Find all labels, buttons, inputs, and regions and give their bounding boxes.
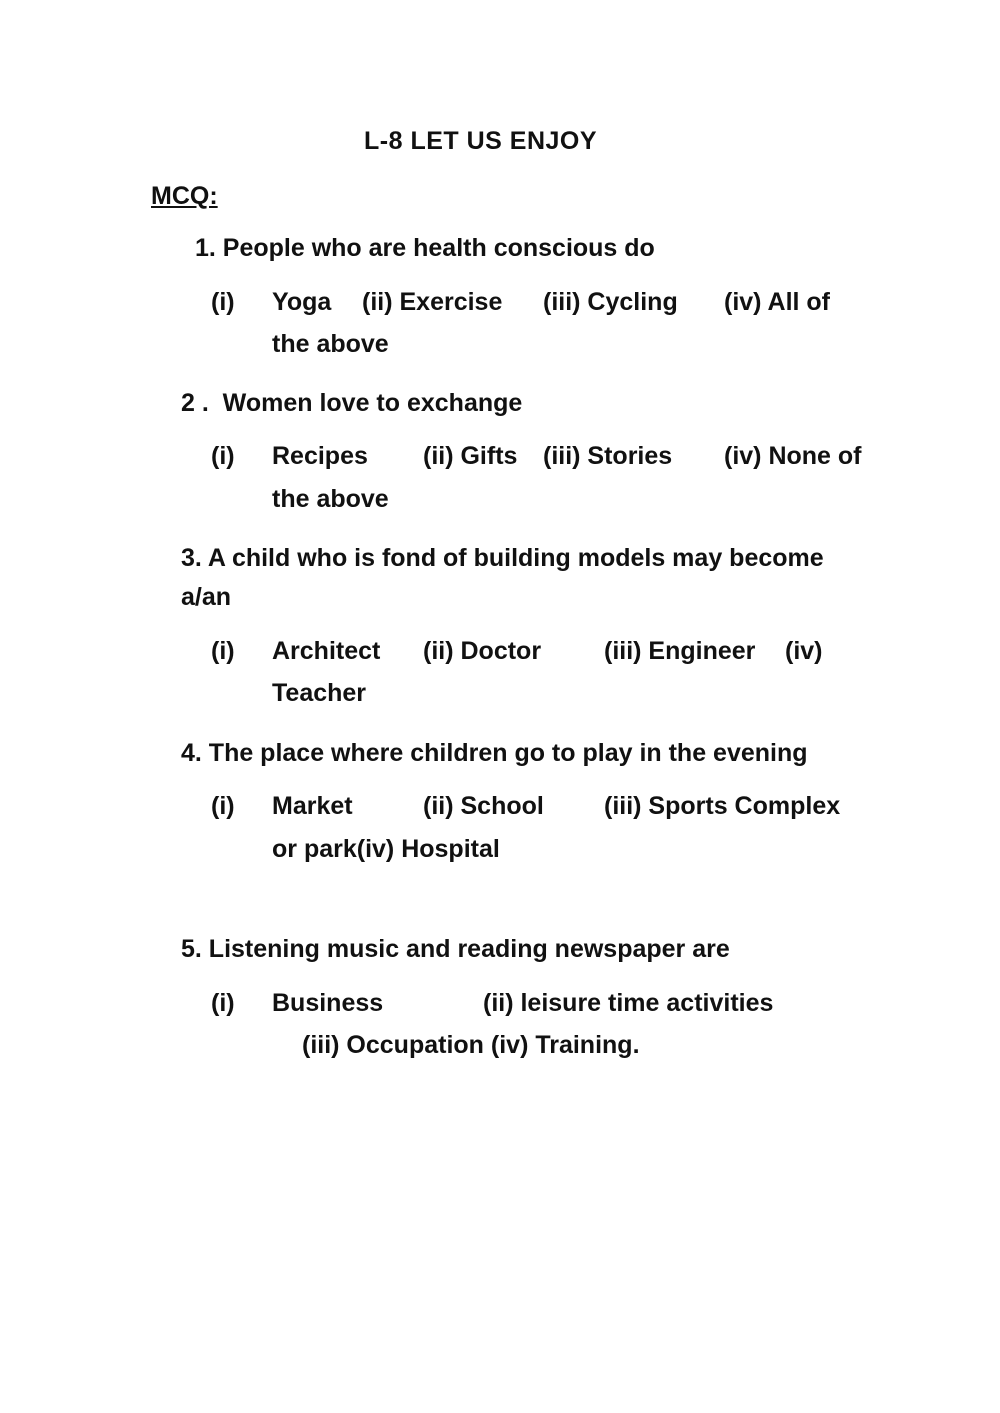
question-3-option-2: (ii) Doctor xyxy=(423,637,542,665)
question-1-option-3: (iii) Cycling xyxy=(543,288,678,316)
question-3-option-number: (i) xyxy=(211,637,235,665)
question-1-prompt: 1. People who are health conscious do xyxy=(195,234,655,262)
question-3-option-3: (iii) Engineer xyxy=(604,637,756,665)
question-2-option-1: Recipes xyxy=(272,442,368,470)
mcq-section-heading: MCQ: xyxy=(151,182,218,210)
question-4-option-wrap: or park(iv) Hospital xyxy=(272,835,500,863)
question-1-option-1: Yoga xyxy=(272,288,332,316)
question-4-option-1: Market xyxy=(272,792,353,820)
question-1-option-4: (iv) All of xyxy=(724,288,831,316)
question-5-option-2: (ii) leisure time activities xyxy=(483,989,774,1017)
question-3-option-4-wrap: Teacher xyxy=(272,679,367,707)
question-5-option-1: Business xyxy=(272,989,384,1017)
question-1-option-2: (ii) Exercise xyxy=(362,288,503,316)
question-2-option-2: (ii) Gifts xyxy=(423,442,518,470)
question-2-option-4-wrap: the above xyxy=(272,485,389,513)
question-2-prompt: 2 . Women love to exchange xyxy=(181,389,523,417)
question-2-option-number: (i) xyxy=(211,442,235,470)
question-3-prompt-line-2: a/an xyxy=(181,583,232,611)
question-1-option-number: (i) xyxy=(211,288,235,316)
question-5-option-wrap: (iii) Occupation (iv) Training. xyxy=(302,1031,640,1059)
question-5-prompt: 5. Listening music and reading newspaper are xyxy=(181,935,730,963)
question-4-option-number: (i) xyxy=(211,792,235,820)
question-4-option-2: (ii) School xyxy=(423,792,544,820)
question-3-option-4: (iv) xyxy=(785,637,823,665)
question-4-prompt: 4. The place where children go to play in the evening xyxy=(181,739,808,767)
worksheet-title: L-8 LET US ENJOY xyxy=(364,127,598,155)
question-2-option-4: (iv) None of xyxy=(724,442,862,470)
question-4-option-3: (iii) Sports Complex xyxy=(604,792,841,820)
question-2-option-3: (iii) Stories xyxy=(543,442,673,470)
question-3-prompt-line-1: 3. A child who is fond of building models may become xyxy=(181,544,824,572)
question-5-option-number: (i) xyxy=(211,989,235,1017)
question-1-option-4-wrap: the above xyxy=(272,330,389,358)
question-3-option-1: Architect xyxy=(272,637,381,665)
